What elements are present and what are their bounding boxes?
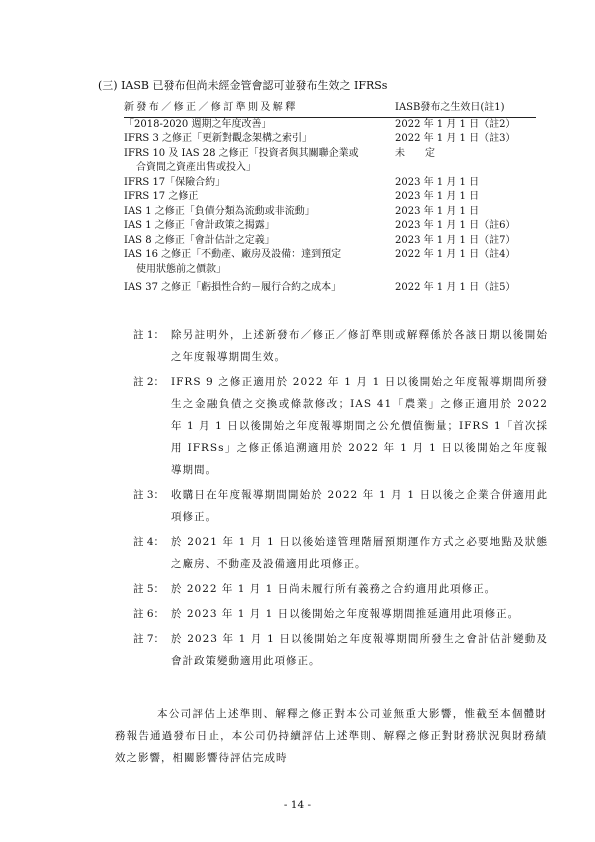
footnote-label: 註 1：	[133, 329, 165, 341]
standard-name-line: IAS 16 之修正「不動產、廠房及設備：達到預定	[124, 249, 342, 260]
standard-name	[124, 205, 395, 220]
footnote	[133, 578, 548, 600]
standard-name-line: IFRS 10 及 IAS 28 之修正「投資者與其關聯企業或	[124, 147, 359, 159]
table-row	[124, 118, 536, 133]
footnote-text: 於 2023 年 1 月 1 日以後開始之年度報導期間所發生之會計估計變動及會計政策變動適用此項修正。	[171, 633, 548, 667]
effective-date: 2023 年 1 月 1 日	[395, 191, 480, 202]
table-header	[124, 101, 536, 118]
footnote	[133, 484, 548, 528]
standard-name	[124, 219, 395, 234]
standard-name-line: IAS 8 之修正「會計估計之定義」	[124, 234, 275, 246]
footnote-text: 除另註明外，上述新發布／修正／修訂準則或解釋係於各該日期以後開始之年度報導期間生效。	[171, 329, 548, 363]
footnote-text: 於 2021 年 1 月 1 日以後始達管理階層預期運作方式之必要地點及狀態之廠房、不動產及設備適用此項修正。	[171, 536, 548, 570]
standard-name-line: IFRS 17「保險合約」	[124, 176, 226, 188]
footnote	[133, 603, 548, 625]
section-heading: (三) IASB 已發布但尚未經金管會認可並發布生效之 IFRSs	[98, 79, 388, 92]
standard-name	[124, 248, 395, 277]
standards-table	[124, 101, 536, 296]
table-row	[124, 234, 536, 249]
table-row	[124, 190, 536, 205]
effective-date: 2023 年 1 月 1 日（註7）	[395, 234, 516, 246]
footnote	[133, 628, 548, 672]
standard-name-line: IAS 1 之修正「會計政策之揭露」	[124, 220, 275, 231]
effective-date: 2023 年 1 月 1 日	[395, 205, 480, 217]
standard-name	[124, 147, 395, 176]
table-body	[124, 118, 536, 296]
table-row	[124, 147, 536, 176]
footnote-label: 註 6：	[133, 608, 165, 620]
footnote-text: 收購日在年度報導期間開始於 2022 年 1 月 1 日以後之企業合併適用此項修正。	[171, 489, 548, 523]
effective-date: 2022 年 1 月 1 日（註2）	[395, 118, 516, 130]
standard-name-line: 「2018-2020 週期之年度改善」	[124, 118, 272, 130]
standard-name	[124, 281, 395, 296]
effective-date: 2022 年 1 月 1 日（註4）	[395, 249, 516, 260]
footnote-label: 註 7：	[133, 633, 165, 645]
footnote	[133, 324, 548, 368]
standard-name-line: IAS 1 之修正「負債分類為流動或非流動」	[124, 205, 315, 217]
col-standard-header: 新發布／修正／修訂準則及解釋	[124, 102, 298, 113]
standard-name	[124, 190, 395, 205]
standard-name-line: IAS 37 之修正「虧損性合約－履行合約之成本」	[124, 282, 342, 293]
footnote	[133, 531, 548, 575]
table-row	[124, 205, 536, 220]
effective-date: 未 定	[395, 147, 435, 159]
footnote-text: 於 2023 年 1 月 1 日以後開始之年度報導期間推延適用此項修正。	[171, 608, 520, 620]
footnote-text: IFRS 9 之修正適用於 2022 年 1 月 1 日以後開始之年度報導期間所發生之金融負債之交換或條款修改；IAS 41「農業」之修正適用於 2022 年 1 月 1 日以後開始之年度報導期間之公允價值衡量；IFRS 1「首次採用 IFRSs」之修正係追溯適用於 2022 年 1 月 1 日以後開始之年度報導期間。	[171, 376, 548, 476]
table-row	[124, 219, 536, 234]
footnote-label: 註 4：	[133, 536, 165, 548]
effective-date: 2022 年 1 月 1 日（註5）	[395, 282, 516, 293]
col-effective-date-header: IASB發布之生效日(註1)	[395, 102, 505, 113]
table-row	[124, 281, 536, 296]
standard-name-continuation: 合資間之資產出售或投入」	[136, 162, 256, 173]
table-row	[124, 132, 536, 147]
notes-section	[133, 324, 548, 675]
footnote-label: 註 2：	[133, 376, 165, 388]
footnote-label: 註 3：	[133, 489, 165, 501]
standard-name	[124, 234, 395, 249]
assessment-paragraph: 本公司評估上述準則、解釋之修正對本公司並無重大影響，惟截至本個體財務報告通過發布日止，本公司仍持續評估上述準則、解釋之修正對財務狀況與財務績效之影響，相關影響待評估完成時	[115, 708, 547, 764]
effective-date: 2023 年 1 月 1 日	[395, 176, 480, 188]
footnote-text: 於 2022 年 1 月 1 日尚未履行所有義務之合約適用此項修正。	[171, 583, 497, 595]
footnote	[133, 371, 548, 481]
standard-name-line: IFRS 3 之修正「更新對觀念架構之索引」	[124, 133, 312, 144]
table-row	[124, 248, 536, 277]
standard-name	[124, 132, 395, 147]
standard-name-line: IFRS 17 之修正	[124, 191, 199, 202]
page-number: - 14 -	[283, 799, 312, 811]
table-row	[124, 176, 536, 191]
standard-name	[124, 176, 395, 191]
standard-name	[124, 118, 395, 133]
footnote-label: 註 5：	[133, 583, 165, 595]
effective-date: 2022 年 1 月 1 日（註3）	[395, 133, 516, 144]
standard-name-continuation: 使用狀態前之價款」	[136, 263, 226, 275]
effective-date: 2023 年 1 月 1 日（註6）	[395, 220, 516, 231]
